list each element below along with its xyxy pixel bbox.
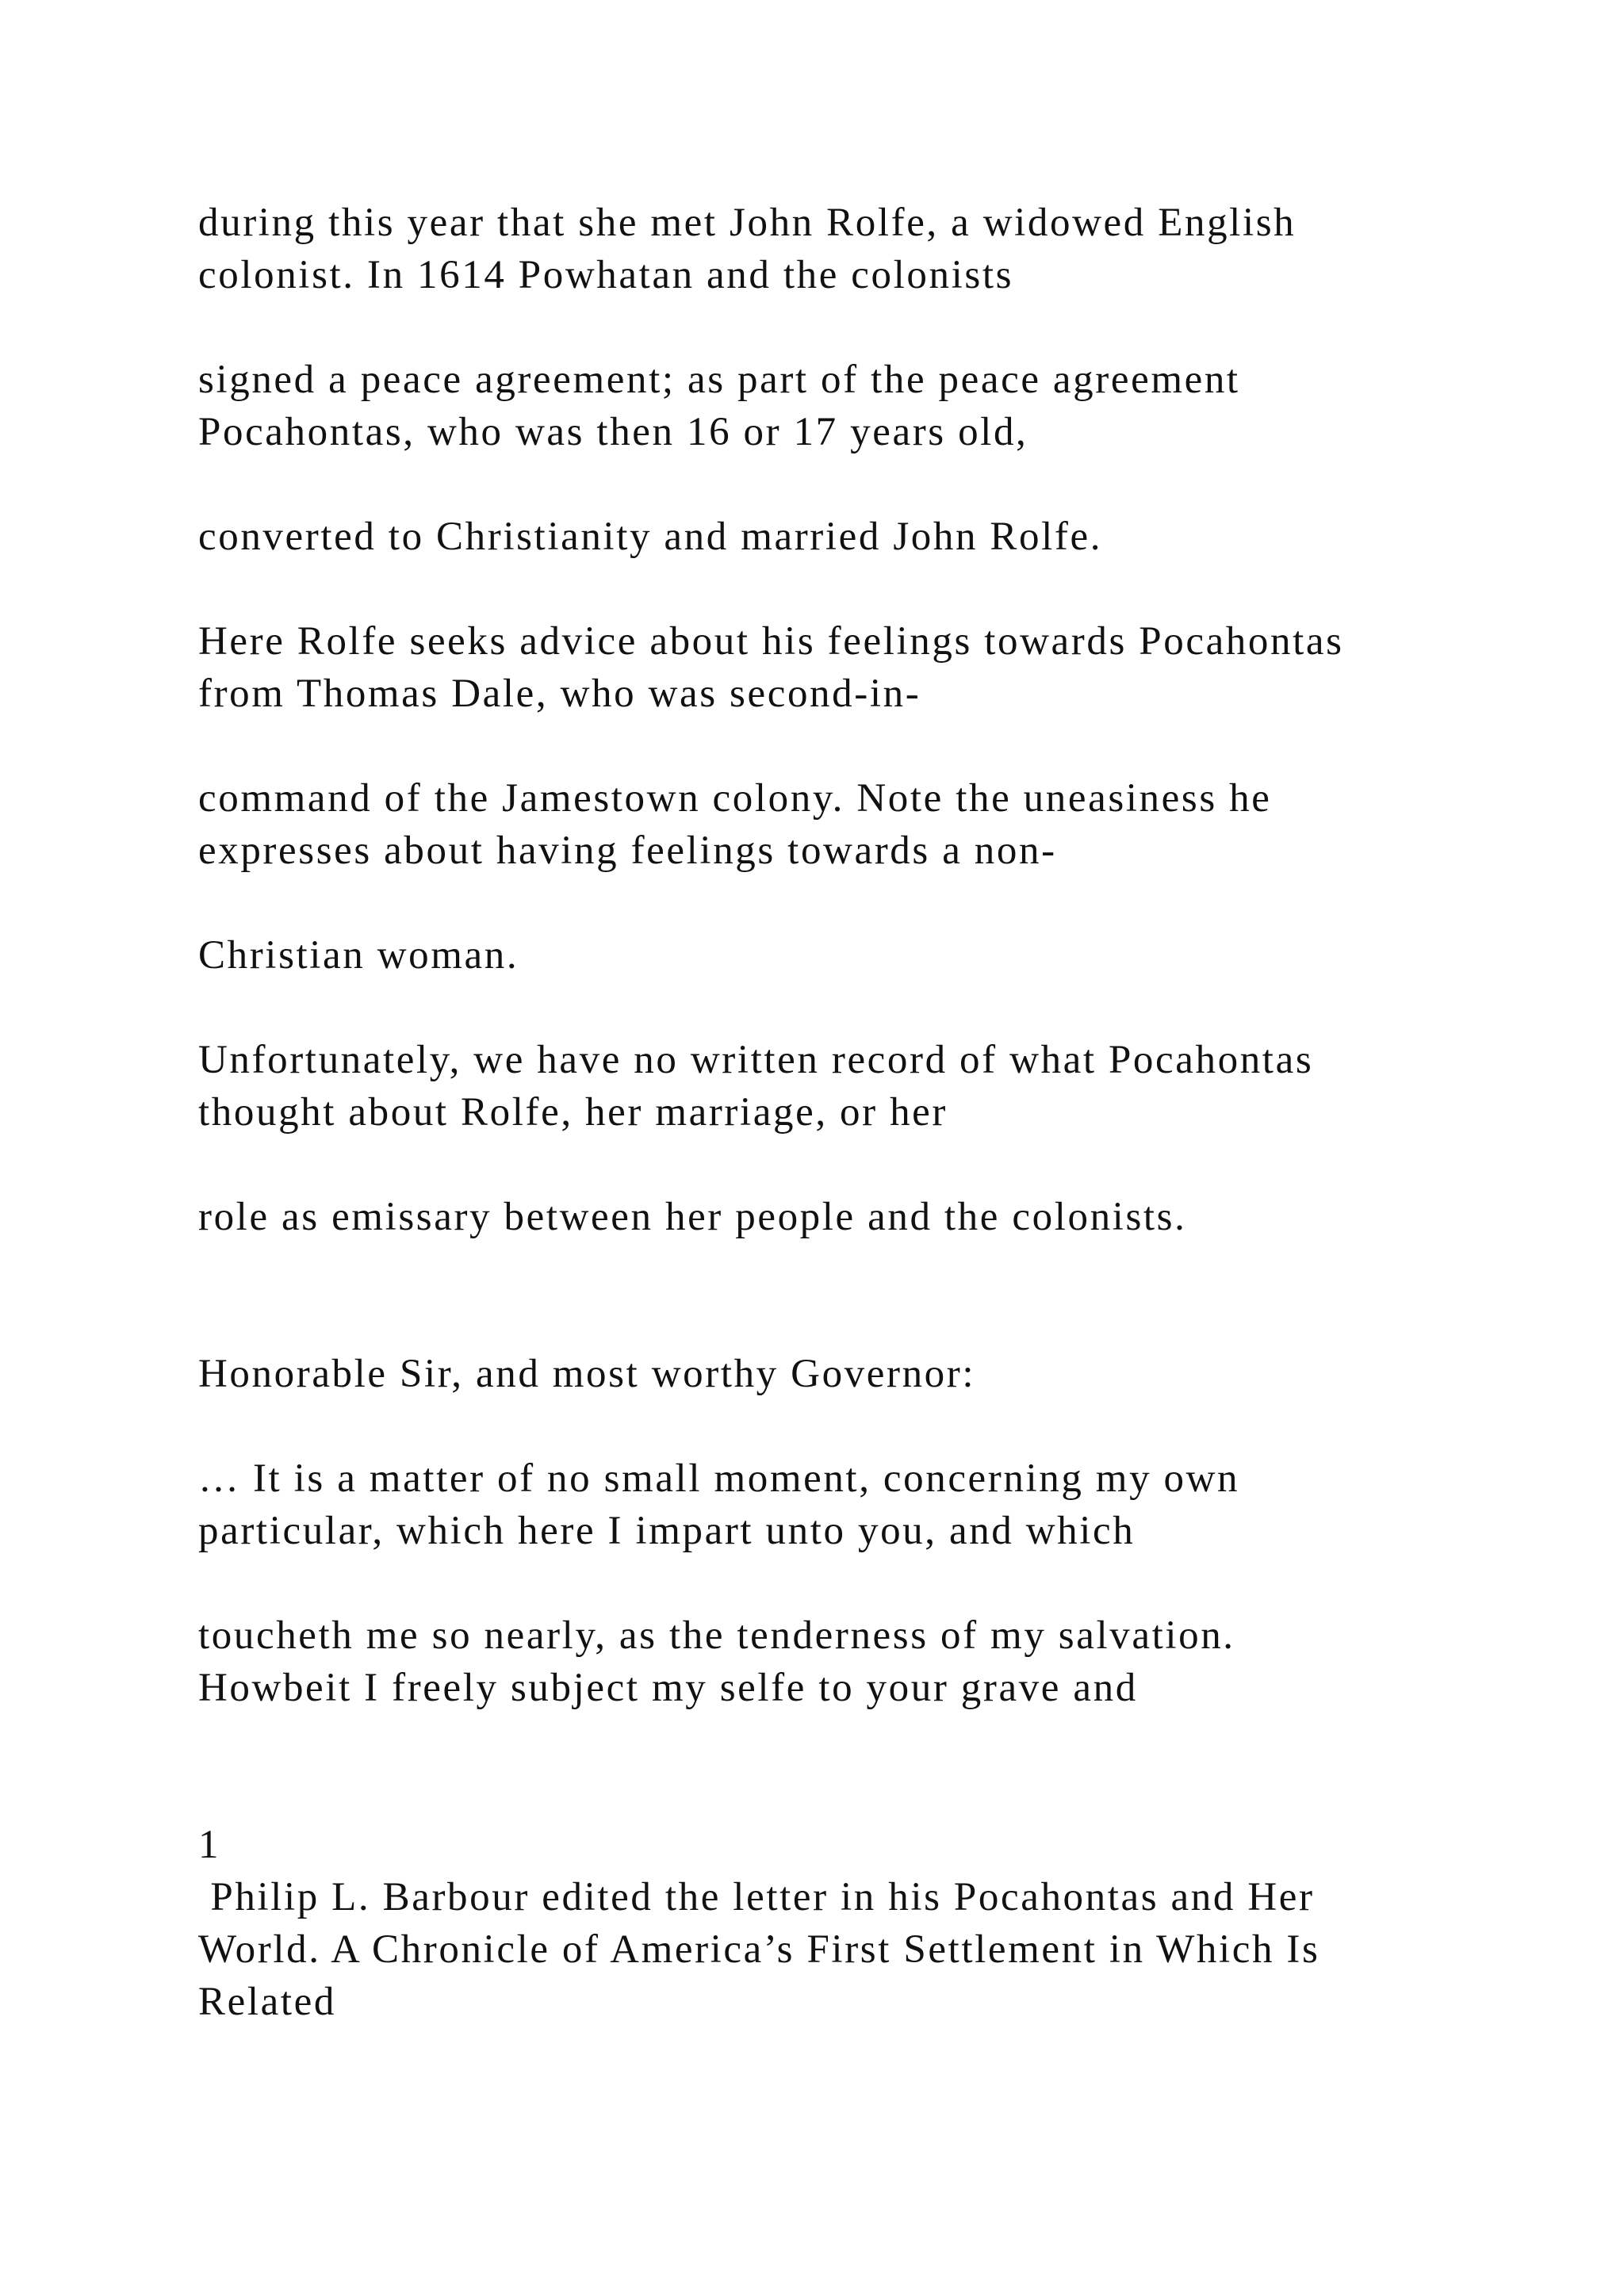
footnote-line: Related — [198, 1980, 336, 2024]
paragraph-1 — [198, 197, 1467, 301]
letter-paragraph-1 — [198, 1452, 1467, 1557]
text-line: Christian woman. — [198, 933, 519, 978]
paragraph-3 — [198, 511, 1467, 563]
text-line: during this year that she met John Rolfe, a widowed English — [198, 201, 1297, 245]
text-line: signed a peace agreement; as part of the peace agreement — [198, 358, 1240, 402]
text-line: colonist. In 1614 Powhatan and the colonists — [198, 253, 1014, 297]
text-line: command of the Jamestown colony. Note the uneasiness he — [198, 776, 1272, 821]
text-line: expresses about having feelings towards a non- — [198, 828, 1057, 873]
paragraph-8 — [198, 1191, 1467, 1243]
text-line: role as emissary between her people and the colonists. — [198, 1195, 1187, 1239]
footnote-number: 1 — [198, 1823, 221, 1867]
text-line: … It is a matter of no small moment, concerning my own — [198, 1456, 1240, 1501]
letter-paragraph-2 — [198, 1609, 1467, 1714]
paragraph-6 — [198, 929, 1467, 982]
text-line: Unfortunately, we have no written record of what Pocahontas — [198, 1038, 1314, 1082]
footnote-line: Philip L. Barbour edited the letter in his Pocahontas and Her — [198, 1875, 1315, 1919]
text-line: Here Rolfe seeks advice about his feelings towards Pocahontas — [198, 619, 1344, 664]
letter-salutation — [198, 1348, 1467, 1400]
paragraph-2 — [198, 354, 1467, 458]
text-line: Honorable Sir, and most worthy Governor: — [198, 1352, 976, 1396]
paragraph-5 — [198, 772, 1467, 877]
text-line: thought about Rolfe, her marriage, or her — [198, 1090, 948, 1135]
footnote-line: World. A Chronicle of America’s First Settlement in Which Is — [198, 1927, 1320, 1972]
text-line: particular, which here I impart unto you, and which — [198, 1509, 1136, 1553]
footnote — [198, 1819, 1467, 2028]
text-line: toucheth me so nearly, as the tenderness of my salvation. — [198, 1613, 1235, 1658]
text-line: converted to Christianity and married John Rolfe. — [198, 515, 1103, 559]
paragraph-7 — [198, 1034, 1467, 1138]
text-line: Howbeit I freely subject my selfe to your grave and — [198, 1666, 1138, 1710]
text-line: Pocahontas, who was then 16 or 17 years old, — [198, 410, 1028, 454]
body-text — [198, 197, 1467, 2028]
text-line: from Thomas Dale, who was second-in- — [198, 672, 921, 716]
paragraph-4 — [198, 615, 1467, 720]
